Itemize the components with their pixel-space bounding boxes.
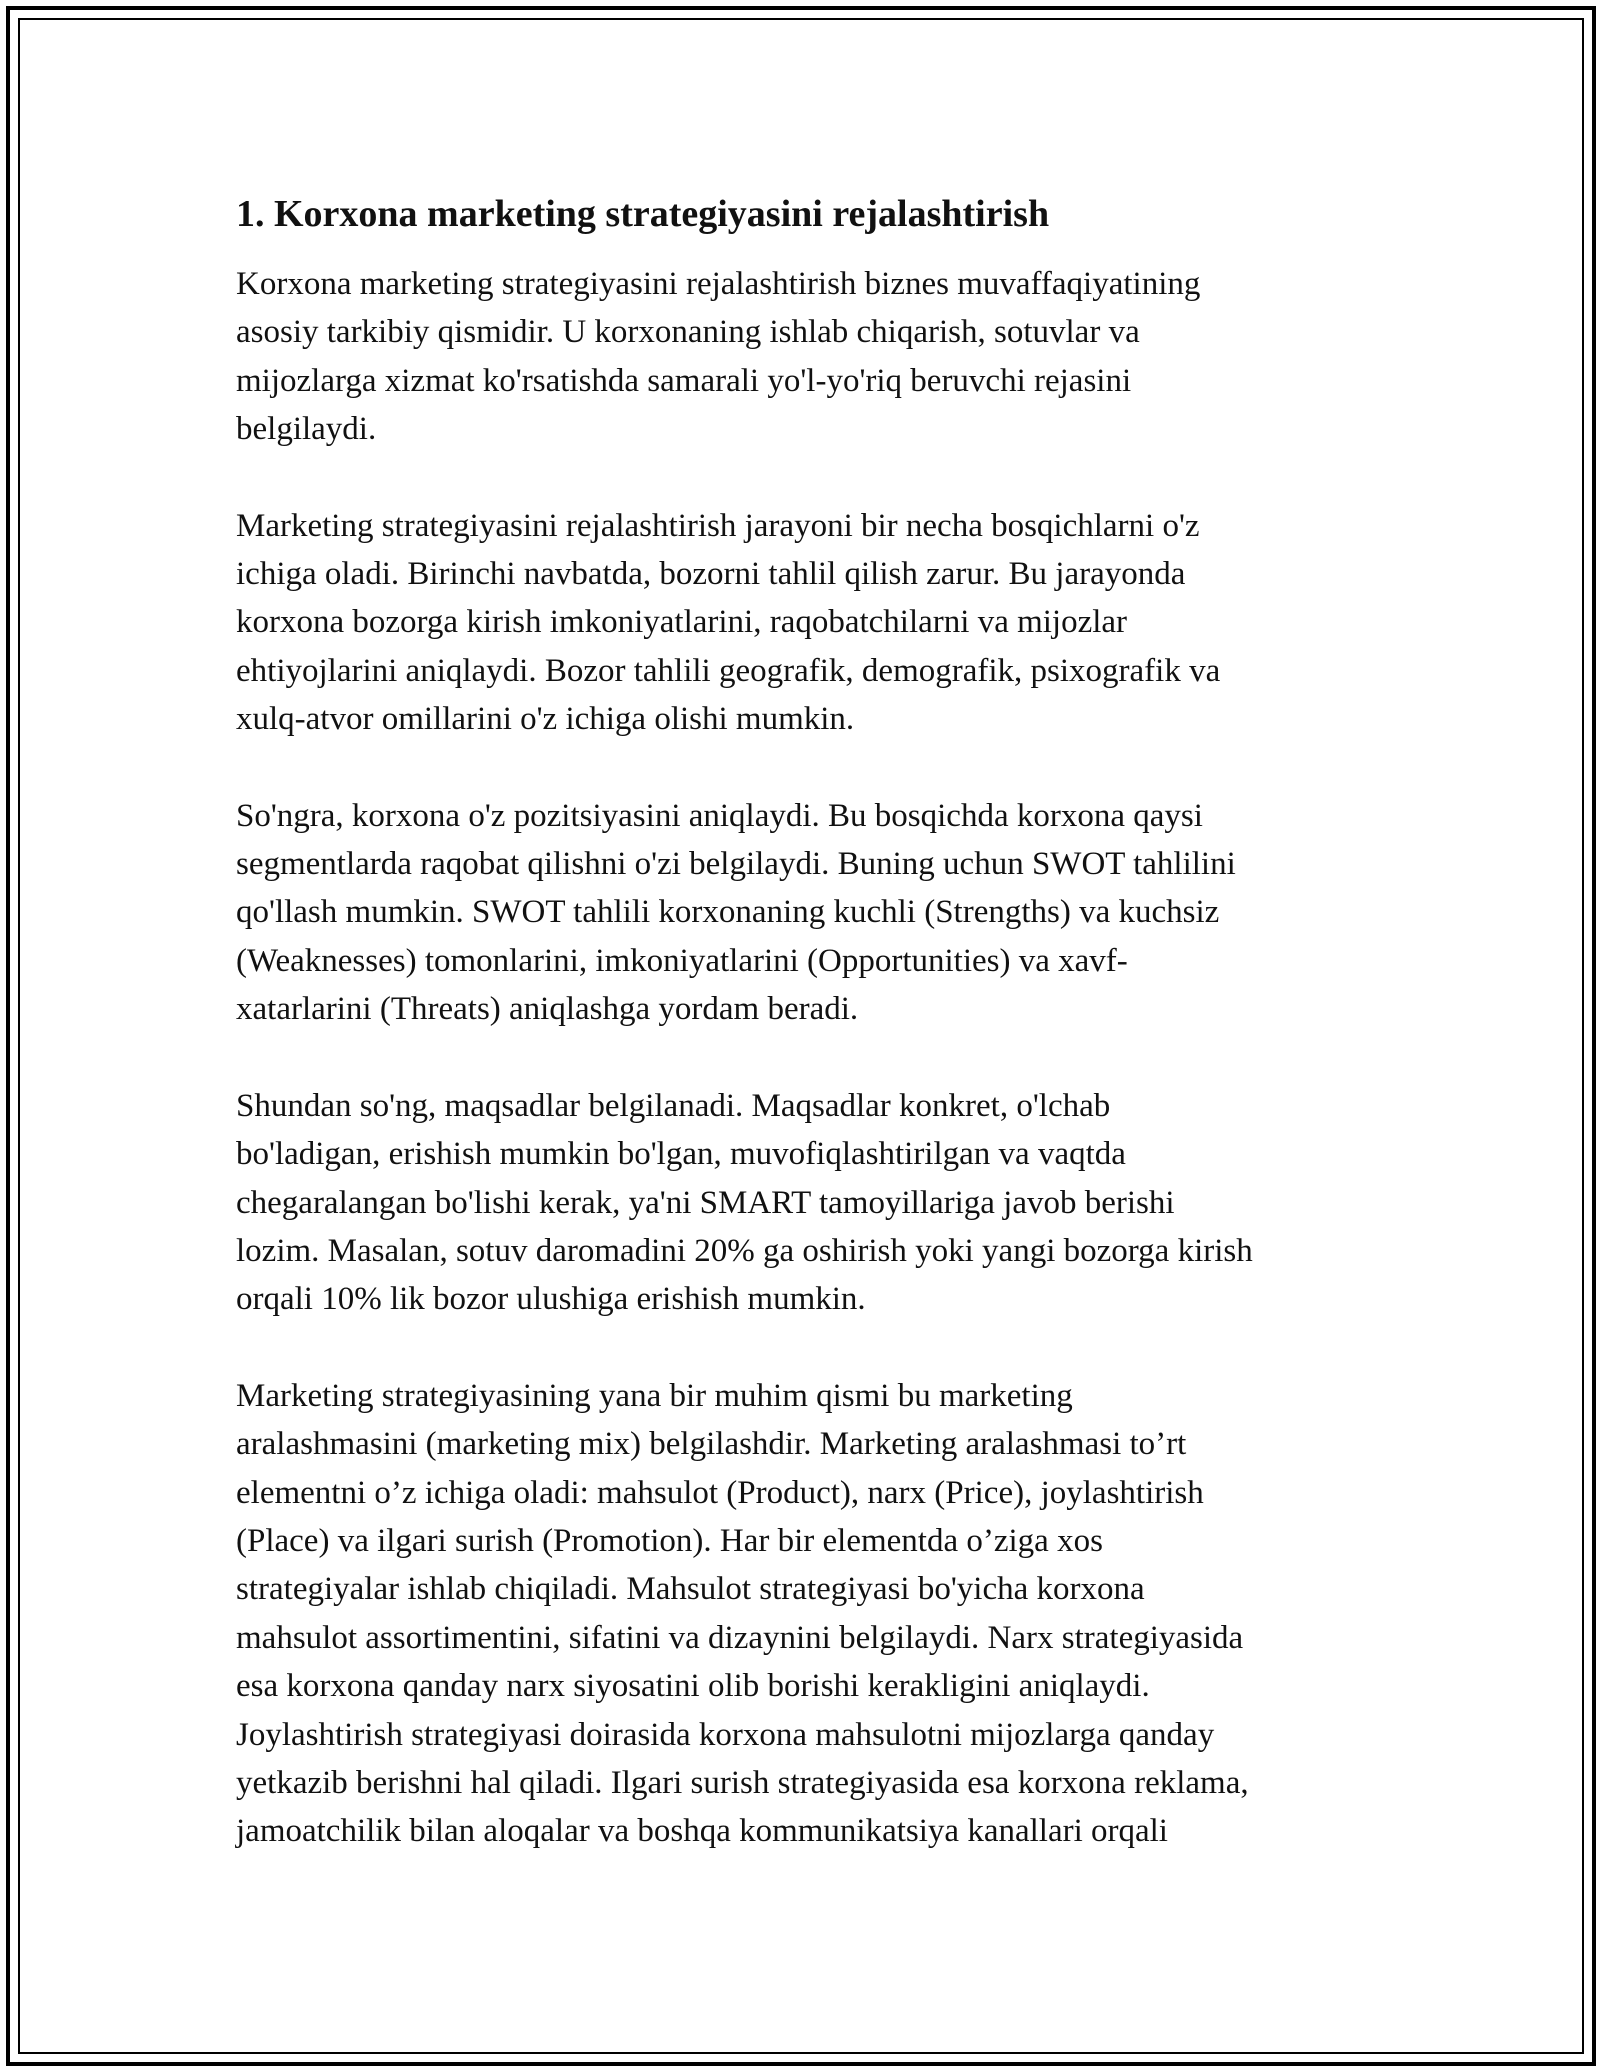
paragraph-positioning-swot: So'ngra, korxona o'z pozitsiyasini aniqlaydi. Bu bosqichda korxona qaysi segmentlarda raqobat qilishni o'zi belgilaydi. Buning uchun SWOT tahlilini qo'llash mumkin. SWOT tahlili korxonaning kuchli (Strengths) va kuchsiz (Weaknesses) tomonlarini, imkoniyatlarini (Opportunities) va xavf- xatarlarini (Threats) aniqlashga yordam beradi. — [236, 797, 1236, 1028]
paragraph-market-analysis: Marketing strategiyasini rejalashtirish jarayoni bir necha bosqichlarni o'z ichiga oladi. Birinchi navbatda, bozorni tahlil qilish zarur. Bu jarayonda korxona bozorga kirish imkoniyatlarini, raqobatchilarni va mijozlar ehtiyojlarini aniqlaydi. Bozor tahlili geografik, demografik, psixografik va xulq-atvor omillarini o'z ichiga olishi mumkin. — [236, 507, 1221, 738]
document-body — [236, 190, 1366, 1904]
paragraph-intro: Korxona marketing strategiyasini rejalashtirish biznes muvaffaqiyatining asosiy tarkibiy qismidir. U korxonaning ishlab chiqarish, sotuvlar va mijozlarga xizmat ko'rsatishda samarali yo'l-yo'riq beruvchi rejasini belgilaydi. — [236, 266, 1201, 448]
paragraph-marketing-mix: Marketing strategiyasining yana bir muhim qismi bu marketing aralashmasini (marketing mix) belgilashdir. Marketing aralashmasi to’rt elementni o’z ichiga oladi: mahsulot (Product), narx (Price), joylashtirish (Place) va ilgari surish (Promotion). Har bir elementda o’ziga xos strategiyalar ishlab chiqiladi. Mahsulot strategiyasi bo'yicha korxona mahsulot assortimentini, sifatini va dizaynini belgilaydi. Narx strategiyasida esa korxona qanday narx siyosatini olib borishi kerakligini aniqlaydi. Joylashtirish strategiyasi doirasida korxona mahsulotni mijozlarga qanday yetkazib berishni hal qiladi. Ilgari surish strategiyasida esa korxona reklama, jamoatchilik bilan aloqalar va boshqa kommunikatsiya kanallari orqali — [236, 1377, 1249, 1850]
section-heading: 1. Korxona marketing strategiyasini rejalashtirish — [236, 193, 1050, 235]
paragraph-smart-goals: Shundan so'ng, maqsadlar belgilanadi. Maqsadlar konkret, o'lchab bo'ladigan, erishish mumkin bo'lgan, muvofiqlashtirilgan va vaqtda chegaralangan bo'lishi kerak, ya'ni SMART tamoyillariga javob berishi lozim. Masalan, sotuv daromadini 20% ga oshirish yoki yangi bozorga kirish orqali 10% lik bozor ulushiga erishish mumkin. — [236, 1087, 1253, 1318]
